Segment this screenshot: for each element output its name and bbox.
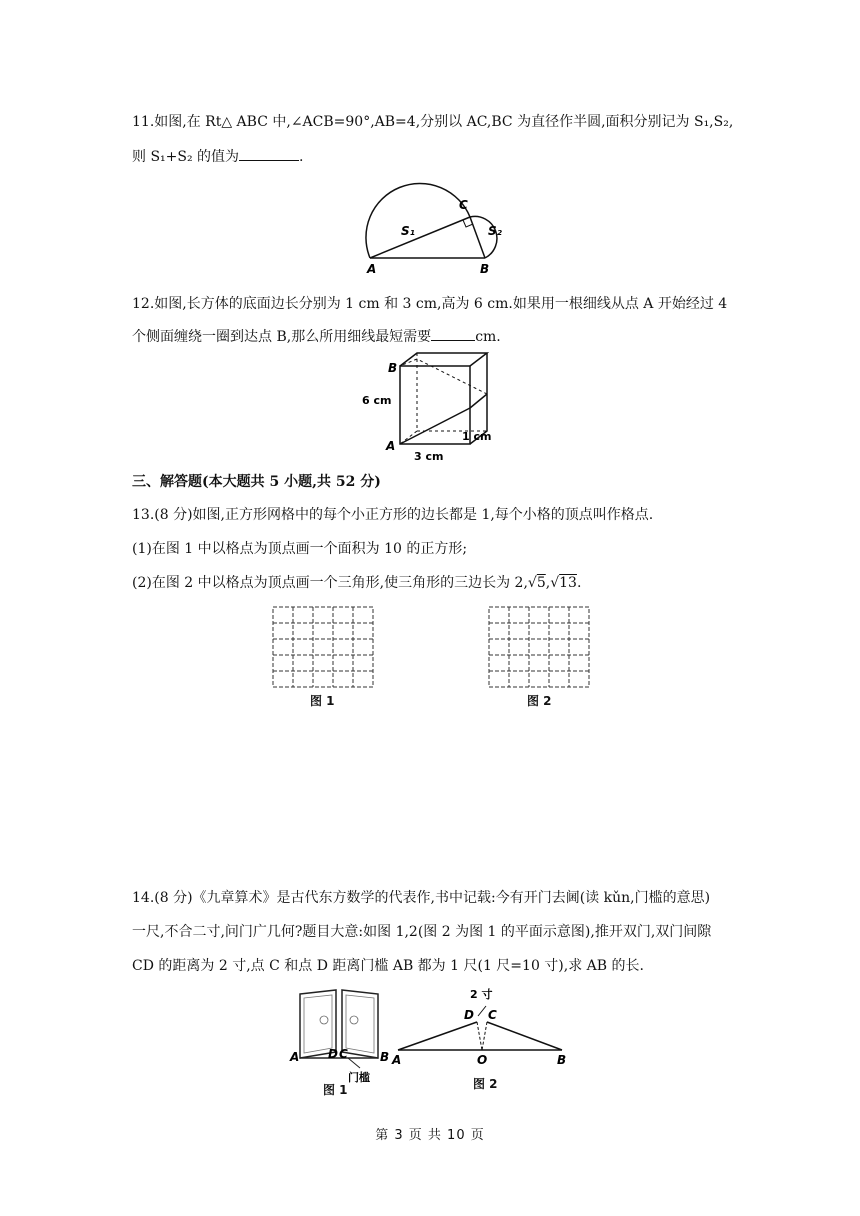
- q13-text-line2: (1)在图 1 中以格点为顶点画一个面积为 10 的正方形;: [132, 541, 468, 557]
- q11-figure: [355, 183, 515, 278]
- q13-grid-1: [272, 606, 376, 690]
- q14-text-line3: CD 的距离为 2 寸,点 C 和点 D 距离门槛 AB 都为 1 尺(1 尺=10 寸),求 AB 的长.: [132, 958, 644, 974]
- q14-text-line2: 一尺,不合二寸,问门广几何?题目大意:如图 1,2(图 2 为图 1 的平面示意图),推开双门,双门间隙: [132, 924, 712, 940]
- q12-figure: [362, 350, 502, 462]
- q13-fig2-caption: 图 2: [527, 694, 552, 708]
- q13-text-line1: 13.(8 分)如图,正方形网格中的每个小正方形的边长都是 1,每个小格的顶点叫作格点.: [132, 507, 654, 523]
- q13-grid-2: [488, 606, 592, 690]
- q14-text-line1: 14.(8 分)《九章算术》是古代东方数学的代表作,书中记载:今有开门去阃(读 kǔn,门槛的意思): [132, 890, 711, 906]
- q13-line3e: .: [576, 575, 582, 591]
- q13-line3b: 5: [536, 575, 546, 591]
- q11-text-line2: [132, 146, 304, 167]
- q14-fig2-label-c: C: [488, 1008, 497, 1022]
- q14-fig1-label-d: D: [328, 1047, 338, 1061]
- q12-text-line2b: cm.: [475, 329, 501, 345]
- q14-fig2-label-b: B: [557, 1053, 567, 1067]
- q13-fig1-caption: 图 1: [310, 694, 335, 708]
- q14-fig2-label-d: D: [464, 1008, 474, 1022]
- q12-label-a: A: [386, 439, 396, 453]
- q13-line3d: 13: [559, 575, 577, 591]
- grid-1-svg: [272, 606, 376, 690]
- q13-line3c: ,√: [545, 575, 560, 591]
- q13-text-line3: [132, 573, 581, 593]
- q12-answer-blank: [431, 326, 475, 341]
- q11-label-a: A: [367, 262, 377, 276]
- q14-fig1-label-b: B: [380, 1050, 390, 1064]
- q12-label-depth: 1 cm: [462, 430, 492, 443]
- q14-fig1-caption: 图 1: [323, 1083, 348, 1097]
- q14-fig2-label-a: A: [392, 1053, 402, 1067]
- q11-label-b: B: [480, 262, 490, 276]
- q12-label-width: 3 cm: [414, 450, 444, 463]
- q11-text-line2b: .: [299, 149, 304, 165]
- page-footer: 第 3 页 共 10 页: [375, 1128, 485, 1143]
- q14-figure-1: [290, 986, 390, 1086]
- q14-threshold-label: 门槛: [348, 1071, 370, 1084]
- q13-line3a: (2)在图 2 中以格点为顶点画一个三角形,使三角形的三边长为 2,√: [132, 575, 537, 591]
- q14-fig1-label-c: C: [339, 1047, 348, 1061]
- grid-2-svg: [488, 606, 592, 690]
- q11-label-s2: S₂: [488, 224, 502, 238]
- q12-text-line2: [132, 326, 501, 347]
- q14-fig2-label-2cun: 2 寸: [470, 988, 493, 1001]
- q11-answer-blank: [239, 146, 299, 161]
- q14-fig2-label-o: O: [477, 1053, 488, 1067]
- q12-label-b: B: [388, 361, 398, 375]
- q12-text-line1: 12.如图,长方体的底面边长分别为 1 cm 和 3 cm,高为 6 cm.如果用一根细线从点 A 开始经过 4: [132, 296, 728, 312]
- q14-fig1-label-a: A: [290, 1050, 300, 1064]
- q12-text-line2a: 个侧面缠绕一圈到达点 B,那么所用细线最短需要: [132, 329, 432, 345]
- q12-label-height: 6 cm: [362, 394, 392, 407]
- q11-label-s1: S₁: [401, 224, 415, 238]
- q11-text-line2a: 则 S₁+S₂ 的值为: [132, 149, 240, 165]
- section-heading: 三、解答题(本大题共 5 小题,共 52 分): [132, 474, 381, 490]
- q14-figure-2: [390, 986, 580, 1076]
- q14-fig2-caption: 图 2: [473, 1077, 498, 1091]
- q11-label-c: C: [459, 198, 468, 212]
- q11-text-line1: 11.如图,在 Rt△ ABC 中,∠ACB=90°,AB=4,分别以 AC,BC 为直径作半圆,面积分别记为 S₁,S₂,: [132, 114, 734, 130]
